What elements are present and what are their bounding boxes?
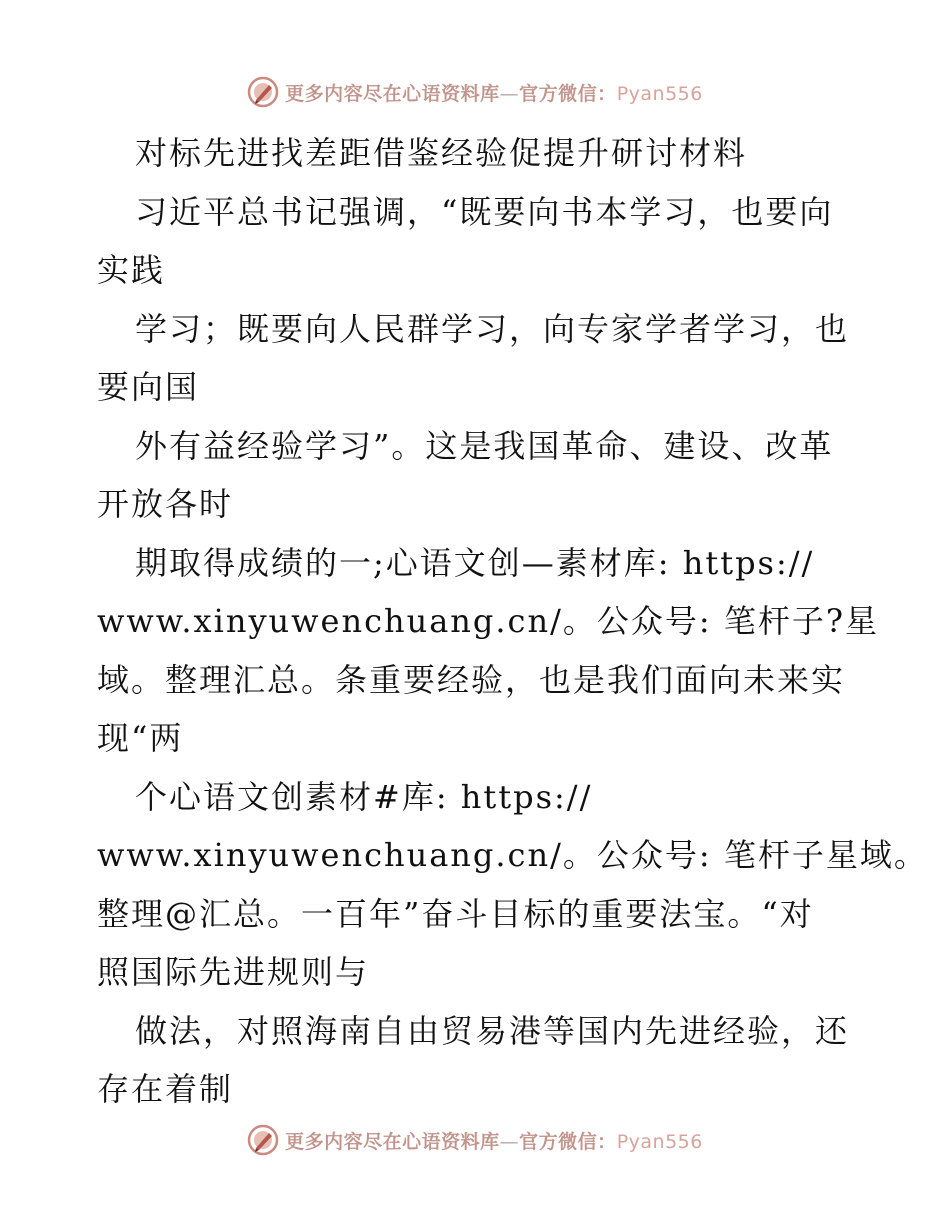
watermark-text xyxy=(285,1127,703,1154)
watermark-separator: — xyxy=(499,82,520,105)
text-line: 个心语文创素材#库: https:// xyxy=(135,777,593,816)
text-line: 域。整理汇总。条重要经验，也是我们面向未来实 xyxy=(97,660,846,699)
watermark-text xyxy=(285,79,703,106)
text-line: 要向国 xyxy=(97,368,200,406)
text-line: www.xinyuwenchuang.cn/。公众号: 笔杆子?星 xyxy=(97,602,879,640)
text-line: 习近平总书记强调，“既要向书本学习，也要向 xyxy=(135,192,834,231)
footer-watermark xyxy=(0,1118,950,1162)
text-line: 现“两 xyxy=(97,719,184,757)
text-line: 做法，对照海南自由贸易港等国内先进经验，还 xyxy=(135,1011,850,1050)
text-line: 学习；既要向人民群学习，向专家学者学习，也 xyxy=(135,309,850,348)
text-line: 照国际先进规则与 xyxy=(97,953,370,991)
text-line: 对标先进找差距借鉴经验促提升研讨材料 xyxy=(135,134,748,172)
text-line: 开放各时 xyxy=(97,485,234,523)
text-line: 整理@汇总。一百年”奋斗目标的重要法宝。“对 xyxy=(97,894,814,933)
text-line: 存在着制 xyxy=(97,1070,234,1108)
text-line: www.xinyuwenchuang.cn/。公众号: 笔杆子星域。 xyxy=(97,836,928,874)
text-line: 实践 xyxy=(97,251,166,289)
document-body xyxy=(97,124,928,1119)
watermark-site: 更多内容尽在心语资料库 xyxy=(285,1130,500,1153)
text-line: 外有益经验学习”。这是我国革命、建设、改革 xyxy=(135,426,834,465)
watermark-wechat-id: Pyan556 xyxy=(616,82,703,105)
pen-logo-icon xyxy=(247,1124,279,1156)
watermark-wechat-id: Pyan556 xyxy=(616,1130,703,1153)
watermark-wechat-label: 官方微信： xyxy=(519,1130,617,1153)
watermark-site: 更多内容尽在心语资料库 xyxy=(285,82,500,105)
pen-logo-icon xyxy=(247,76,279,108)
watermark-separator: — xyxy=(499,1130,520,1153)
header-watermark xyxy=(0,70,950,114)
watermark-wechat-label: 官方微信： xyxy=(519,82,617,105)
text-line: 期取得成绩的一;心语文创—素材库: https:// xyxy=(135,543,815,582)
